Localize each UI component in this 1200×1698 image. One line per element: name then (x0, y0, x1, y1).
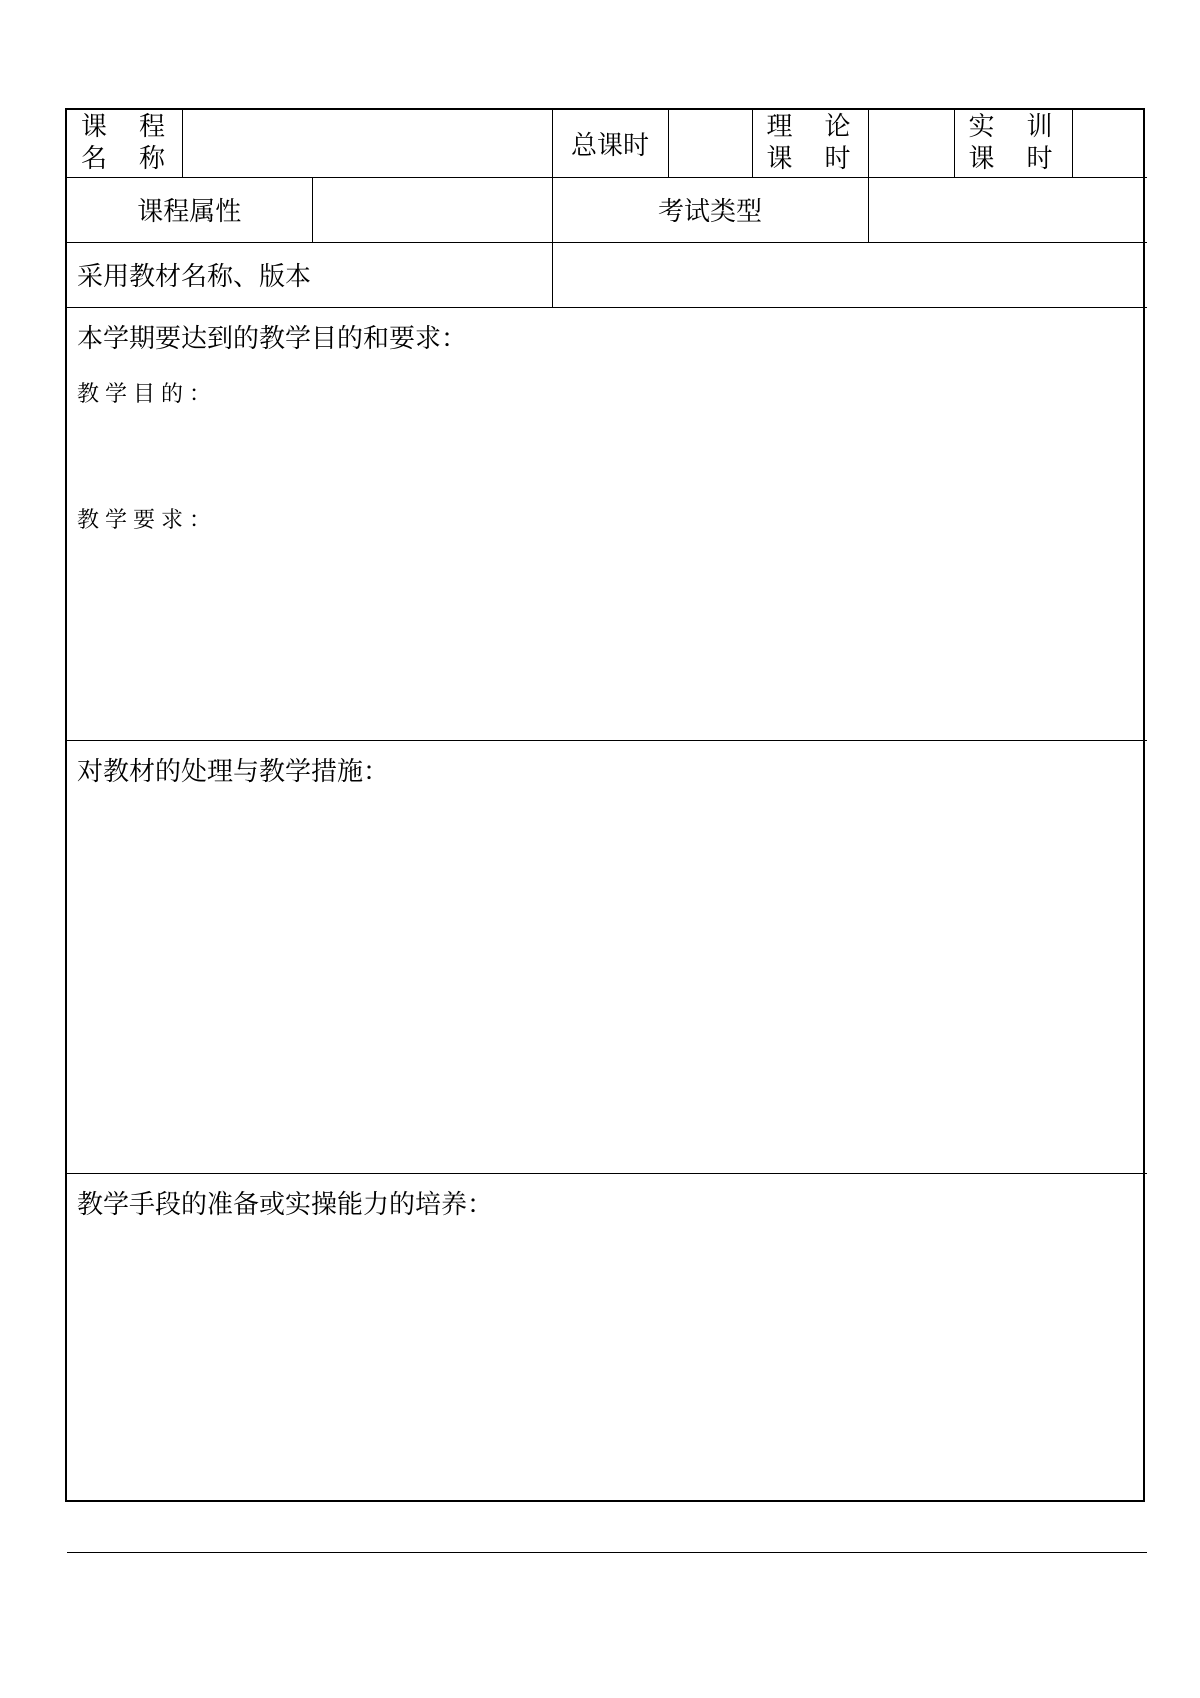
methods-section[interactable] (67, 1173, 1147, 1552)
methods-title: 教学手段的准备或实操能力的培养： (77, 1189, 494, 1220)
textbook-label: 采用教材名称、版本 (67, 242, 552, 307)
materials-title: 对教材的处理与教学措施： (77, 756, 390, 787)
attribute-row (67, 177, 1147, 242)
textbook-row (67, 242, 1147, 307)
methods-row (67, 1173, 1147, 1552)
teaching-requirement-label: 教学要求： (77, 507, 218, 533)
course-name-field[interactable] (182, 110, 552, 177)
course-attribute-label: 课程属性 (67, 177, 312, 242)
total-hours-label: 总课时 (552, 110, 668, 177)
theory-hours-field[interactable] (868, 110, 954, 177)
theory-hours-label: 理 论 课 时 (752, 110, 868, 177)
materials-row (67, 740, 1147, 1173)
objectives-row (67, 307, 1147, 740)
practice-hours-field[interactable] (1072, 110, 1147, 177)
practice-hours-label: 实 训 课 时 (954, 110, 1072, 177)
form-table (67, 110, 1147, 1553)
teaching-goal-label: 教学目的： (77, 381, 218, 407)
materials-section[interactable] (67, 740, 1147, 1173)
course-attribute-field[interactable] (312, 177, 552, 242)
objectives-title: 本学期要达到的教学目的和要求： (77, 323, 468, 354)
exam-type-field[interactable] (868, 177, 1147, 242)
course-name-label: 课 程 名 称 (67, 110, 182, 177)
header-row (67, 110, 1147, 177)
textbook-field[interactable] (552, 242, 1147, 307)
course-plan-form (65, 108, 1145, 1502)
objectives-section[interactable] (67, 307, 1147, 740)
total-hours-field[interactable] (668, 110, 752, 177)
exam-type-label: 考试类型 (552, 177, 868, 242)
